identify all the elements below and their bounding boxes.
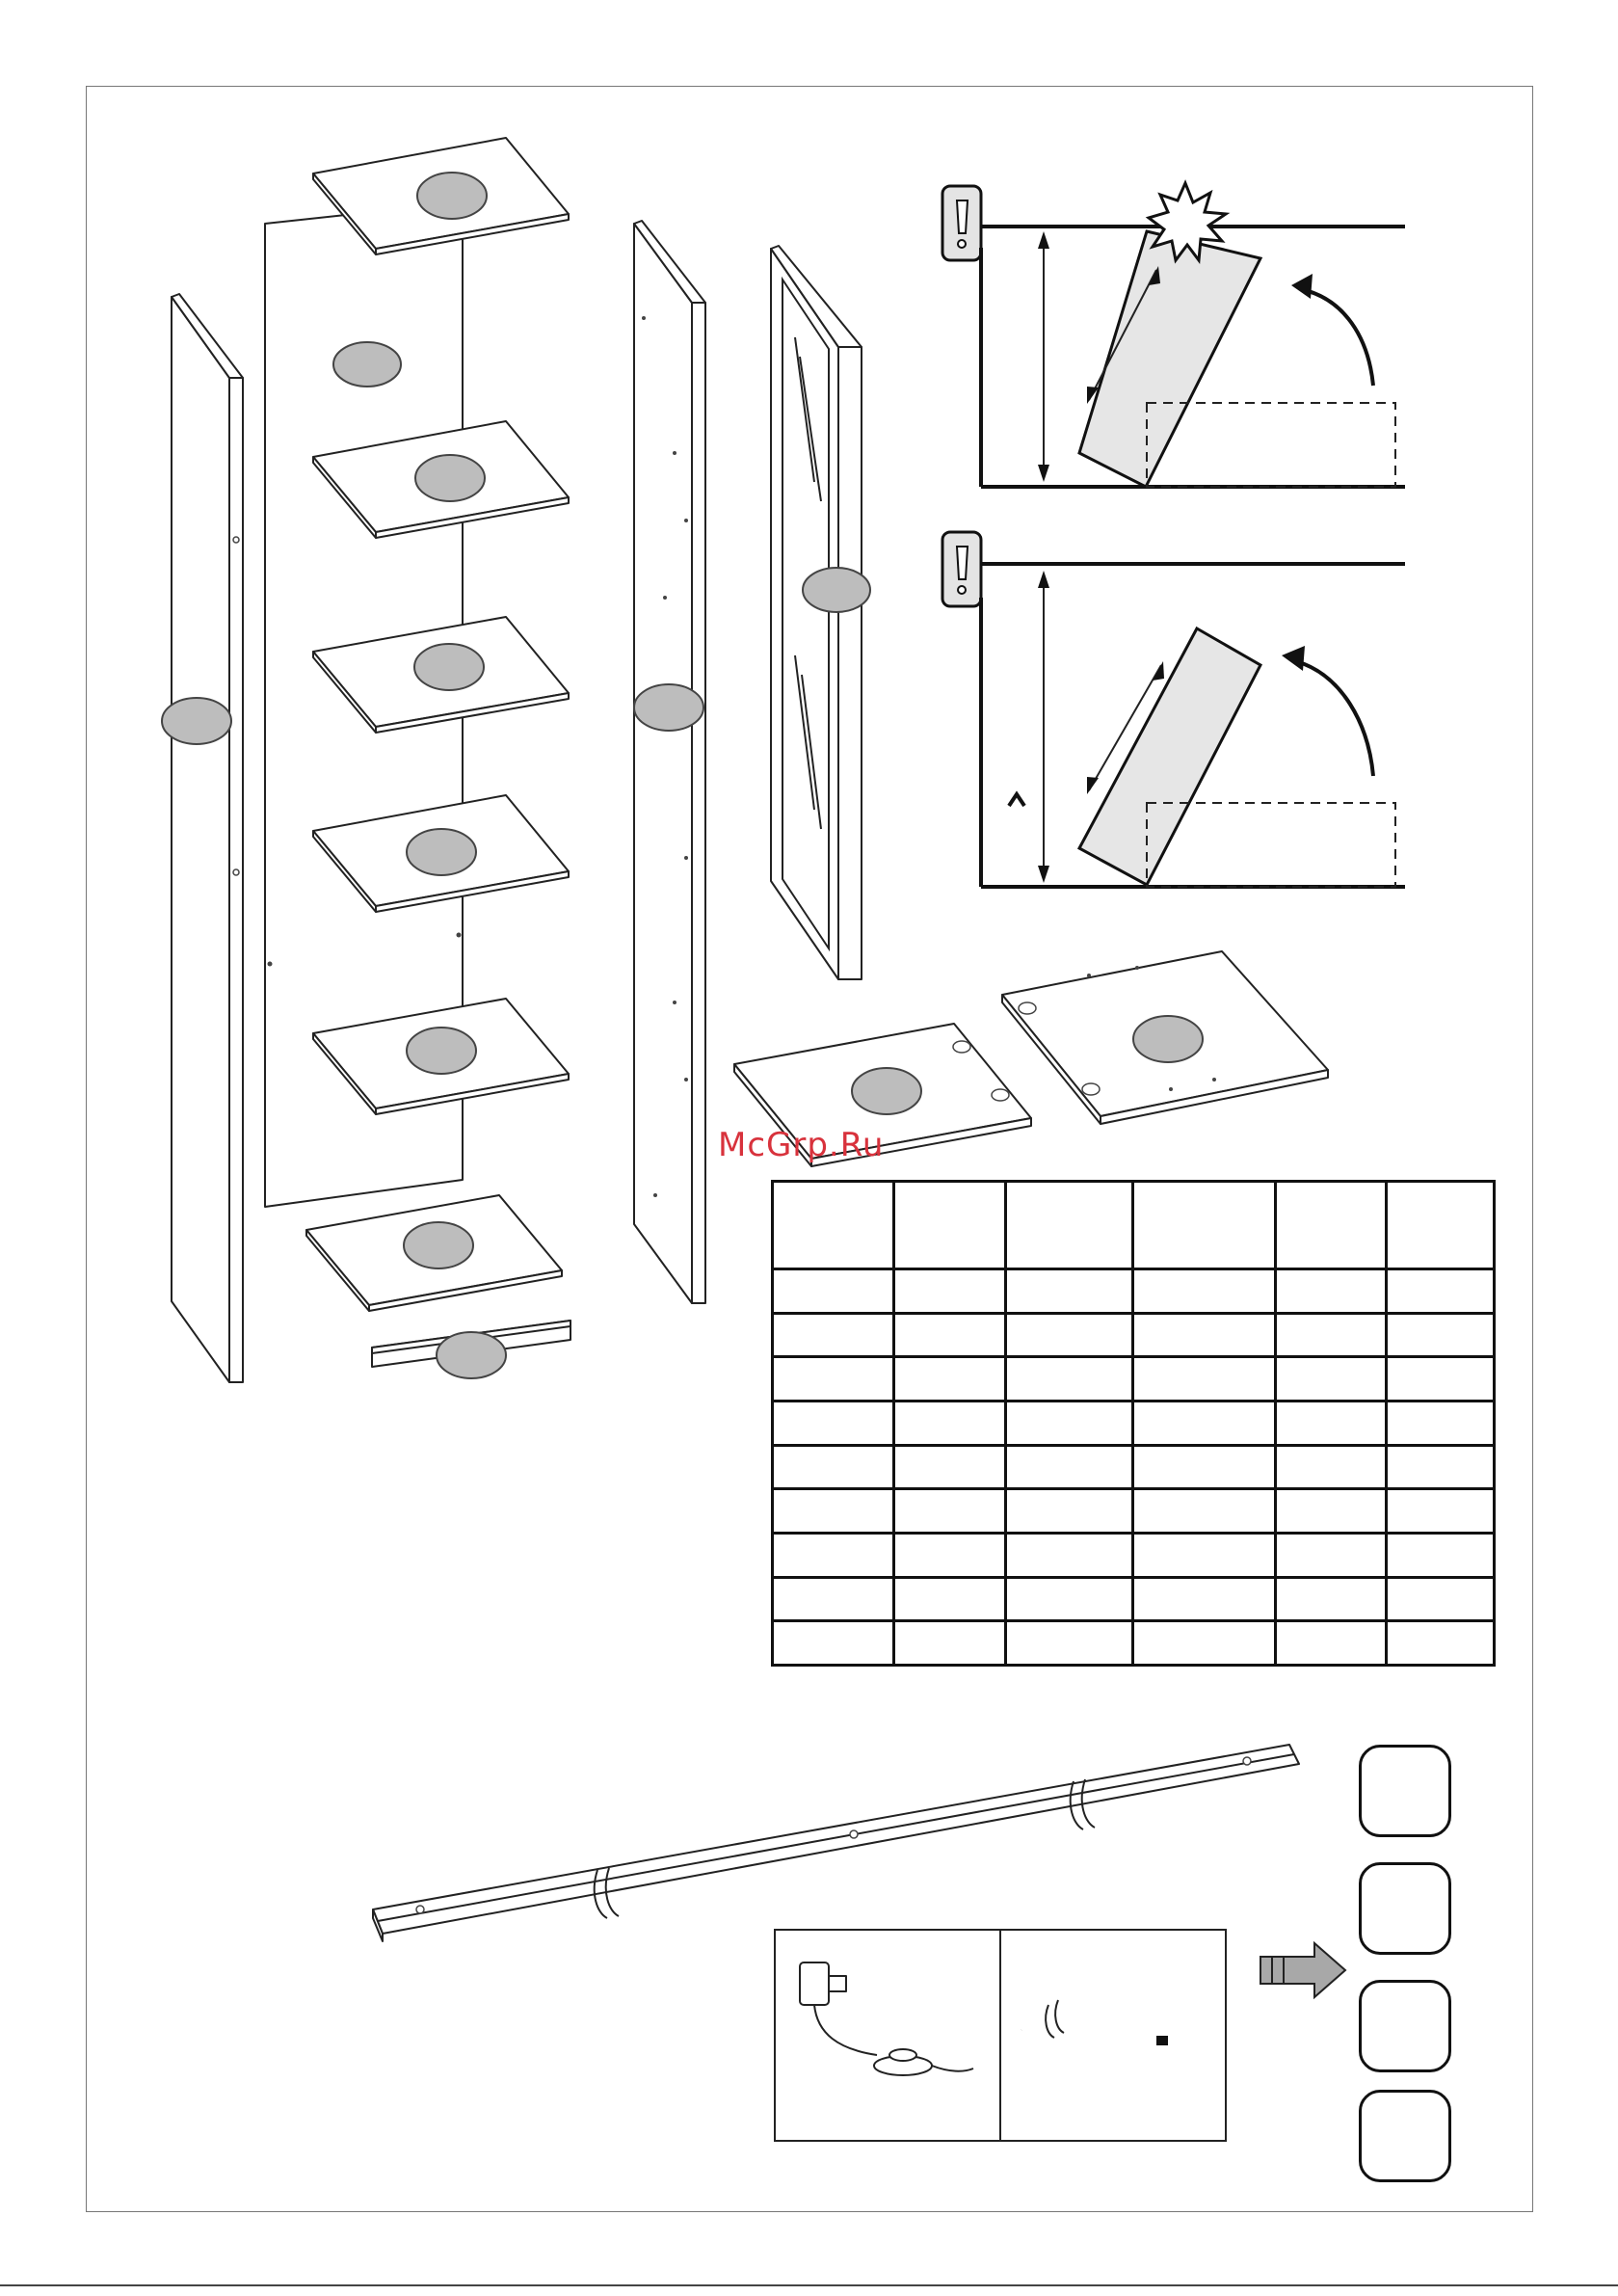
- part-badge: [407, 1028, 476, 1074]
- height-mark: [1009, 794, 1024, 806]
- table-cell: [1275, 1269, 1387, 1314]
- table-cell: [894, 1357, 1006, 1402]
- table-cell: [1387, 1313, 1495, 1357]
- table-cell: [773, 1489, 894, 1534]
- table-cell: [1275, 1401, 1387, 1445]
- base-panel-large: [1002, 951, 1328, 1124]
- table-cell: [1387, 1401, 1495, 1445]
- table-cell: [1006, 1489, 1133, 1534]
- table-cell: [1387, 1489, 1495, 1534]
- table-cell: [1275, 1533, 1387, 1577]
- table-cell: [1275, 1621, 1387, 1666]
- table-cell: [1006, 1401, 1133, 1445]
- table-cell: [1133, 1533, 1275, 1577]
- table-cell: [1275, 1577, 1387, 1621]
- table-cell: [1387, 1621, 1495, 1666]
- hanging-rail: [373, 1745, 1299, 1941]
- table-cell: [1006, 1313, 1133, 1357]
- warning-clearance-ok: [942, 532, 1405, 887]
- table-cell: [1387, 1357, 1495, 1402]
- table-row: [773, 1533, 1495, 1577]
- table-cell: [1133, 1577, 1275, 1621]
- table-cell: [1006, 1621, 1133, 1666]
- table-cell: [1387, 1445, 1495, 1489]
- part-badge: [333, 342, 401, 387]
- next-arrow-icon: [1260, 1943, 1345, 1997]
- part-badge: [852, 1068, 921, 1114]
- table-header-cell: [1133, 1182, 1275, 1269]
- table-header-row: [773, 1182, 1495, 1269]
- mirror-door: [771, 246, 870, 979]
- table-cell: [1006, 1357, 1133, 1402]
- part-badge: [634, 684, 703, 731]
- table-row: [773, 1357, 1495, 1402]
- part-badge-2: [1359, 1862, 1451, 1955]
- table-cell: [1275, 1489, 1387, 1534]
- table-row: [773, 1269, 1495, 1314]
- table-row: [773, 1401, 1495, 1445]
- part-badge-1: [1359, 1745, 1451, 1837]
- table-header-cell: [773, 1182, 894, 1269]
- table-cell: [1133, 1401, 1275, 1445]
- table-cell: [773, 1533, 894, 1577]
- table-cell: [1006, 1533, 1133, 1577]
- rotate-arrow-icon: [1296, 661, 1373, 776]
- table-cell: [773, 1445, 894, 1489]
- table-cell: [894, 1621, 1006, 1666]
- plinth-board: [372, 1321, 570, 1378]
- table-row: [773, 1313, 1495, 1357]
- lighting-kit-box: [775, 1930, 1226, 2141]
- table-cell: [773, 1357, 894, 1402]
- table-header-cell: [1275, 1182, 1387, 1269]
- table-cell: [894, 1401, 1006, 1445]
- table-cell: [773, 1577, 894, 1621]
- table-cell: [894, 1577, 1006, 1621]
- table-cell: [1133, 1357, 1275, 1402]
- table-cell: [1275, 1445, 1387, 1489]
- table-cell: [1006, 1445, 1133, 1489]
- table-cell: [773, 1401, 894, 1445]
- table-cell: [773, 1313, 894, 1357]
- table-cell: [1133, 1445, 1275, 1489]
- table-header-cell: [1387, 1182, 1495, 1269]
- table-cell: [1133, 1489, 1275, 1534]
- watermark: McGrp.Ru: [718, 1126, 885, 1164]
- part-badge: [414, 644, 484, 690]
- table-row: [773, 1621, 1495, 1666]
- footer-rule: [0, 2284, 1618, 2286]
- table-cell: [894, 1489, 1006, 1534]
- table-cell: [1006, 1269, 1133, 1314]
- table-cell: [1006, 1577, 1133, 1621]
- part-badge: [417, 173, 487, 219]
- table-cell: [773, 1269, 894, 1314]
- table-cell: [1133, 1621, 1275, 1666]
- part-badge-4: [1359, 2090, 1451, 2182]
- table-cell: [894, 1533, 1006, 1577]
- table-cell: [1387, 1577, 1495, 1621]
- table-cell: [894, 1313, 1006, 1357]
- table-row: [773, 1577, 1495, 1621]
- table-cell: [1275, 1357, 1387, 1402]
- part-badge: [404, 1222, 473, 1268]
- table-cell: [773, 1621, 894, 1666]
- part-badge: [437, 1332, 506, 1378]
- rotate-arrow-icon: [1301, 289, 1373, 386]
- table-cell: [1133, 1269, 1275, 1314]
- parts-table: [771, 1180, 1496, 1667]
- part-badge: [407, 829, 476, 875]
- table-row: [773, 1445, 1495, 1489]
- table-cell: [1275, 1313, 1387, 1357]
- part-badge: [1133, 1016, 1203, 1062]
- left-side-panel: [162, 294, 243, 1382]
- table-row: [773, 1489, 1495, 1534]
- right-side-panel: [634, 221, 705, 1303]
- part-badge-3: [1359, 1980, 1451, 2072]
- part-badge: [803, 568, 870, 612]
- table-cell: [894, 1445, 1006, 1489]
- warning-ceiling-clearance: [942, 183, 1405, 487]
- table-cell: [1133, 1313, 1275, 1357]
- table-cell: [1387, 1533, 1495, 1577]
- table-header-cell: [1006, 1182, 1133, 1269]
- table-header-cell: [894, 1182, 1006, 1269]
- part-badge: [162, 698, 231, 744]
- part-badge: [415, 455, 485, 501]
- table-cell: [894, 1269, 1006, 1314]
- shelf-bottom: [306, 1195, 562, 1311]
- table-cell: [1387, 1269, 1495, 1314]
